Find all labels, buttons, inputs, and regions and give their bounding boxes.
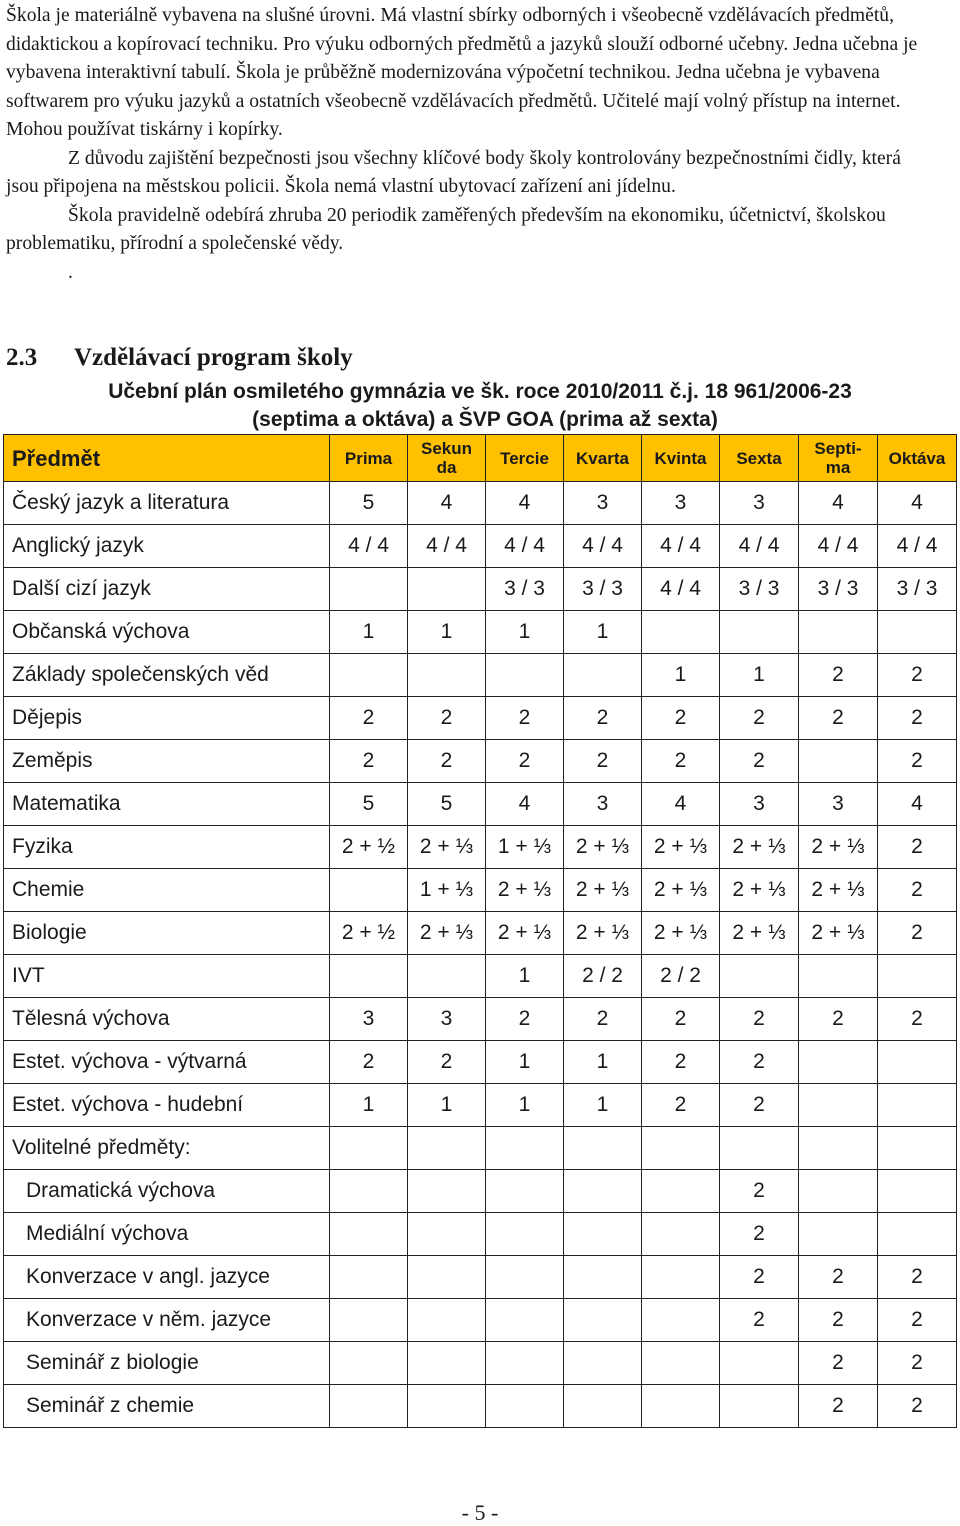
hours-cell: 3 [642, 482, 720, 525]
hours-cell [408, 568, 486, 611]
hours-cell: 2 [564, 697, 642, 740]
hours-cell: 2 + ⅓ [720, 912, 799, 955]
hours-cell [330, 1342, 408, 1385]
hours-cell: 4 / 4 [564, 525, 642, 568]
table-row [4, 826, 957, 869]
hours-cell [564, 1256, 642, 1299]
hours-cell [330, 869, 408, 912]
hours-cell: 2 [878, 654, 957, 697]
hours-cell: 2 [642, 697, 720, 740]
hours-cell [330, 1385, 408, 1428]
hours-cell: 2 [878, 1342, 957, 1385]
hours-cell [642, 1342, 720, 1385]
subject-cell: Tělesná výchova [4, 998, 330, 1041]
hours-cell: 1 [486, 611, 564, 654]
hours-cell [720, 1127, 799, 1170]
hours-cell: 1 [408, 611, 486, 654]
table-row [4, 654, 957, 697]
hours-cell: 2 [720, 1170, 799, 1213]
hours-cell [878, 611, 957, 654]
hours-cell: 1 [408, 1084, 486, 1127]
hours-cell: 2 + ⅓ [642, 826, 720, 869]
hours-cell: 4 / 4 [642, 568, 720, 611]
table-row [4, 740, 957, 783]
hours-cell: 2 + ⅓ [408, 912, 486, 955]
hours-cell: 1 + ⅓ [408, 869, 486, 912]
header-oktava: Oktáva [878, 435, 957, 482]
hours-cell [799, 955, 878, 998]
hours-cell: 2 [878, 1299, 957, 1342]
hours-cell: 1 [330, 1084, 408, 1127]
table-row [4, 783, 957, 826]
hours-cell: 4 [642, 783, 720, 826]
hours-cell [720, 1385, 799, 1428]
table-row [4, 611, 957, 654]
hours-cell: 5 [330, 482, 408, 525]
hours-cell: 2 + ⅓ [642, 912, 720, 955]
hours-cell: 2 [799, 998, 878, 1041]
table-body [4, 482, 957, 1428]
hours-cell: 2 [564, 740, 642, 783]
hours-cell: 4 / 4 [408, 525, 486, 568]
hours-cell: 4 [799, 482, 878, 525]
hours-cell [642, 611, 720, 654]
hours-cell: 2 [642, 1084, 720, 1127]
subject-cell: Estet. výchova - výtvarná [4, 1041, 330, 1084]
hours-cell: 2 / 2 [642, 955, 720, 998]
table-row [4, 1084, 957, 1127]
hours-cell [799, 1170, 878, 1213]
hours-cell: 1 [564, 611, 642, 654]
table-row [4, 1342, 957, 1385]
hours-cell: 2 [799, 1342, 878, 1385]
hours-cell: 1 [330, 611, 408, 654]
subject-cell: IVT [4, 955, 330, 998]
hours-cell: 2 + ⅓ [564, 912, 642, 955]
hours-cell: 3 [564, 783, 642, 826]
hours-cell: 2 + ⅓ [564, 826, 642, 869]
hours-cell [564, 1385, 642, 1428]
hours-cell [408, 1385, 486, 1428]
table-row [4, 998, 957, 1041]
hours-cell [486, 1299, 564, 1342]
hours-cell: 2 + ⅓ [720, 869, 799, 912]
hours-cell: 1 [564, 1084, 642, 1127]
table-row [4, 869, 957, 912]
hours-cell: 2 + ⅓ [799, 869, 878, 912]
hours-cell: 3 / 3 [878, 568, 957, 611]
hours-cell: 5 [330, 783, 408, 826]
hours-cell: 2 [330, 740, 408, 783]
hours-cell [878, 1127, 957, 1170]
hours-cell: 2 [720, 1256, 799, 1299]
hours-cell: 2 [799, 1385, 878, 1428]
hours-cell [564, 1299, 642, 1342]
hours-cell: 4 / 4 [799, 525, 878, 568]
hours-cell: 2 + ½ [330, 912, 408, 955]
header-kvarta: Kvarta [564, 435, 642, 482]
hours-cell: 4 [878, 482, 957, 525]
hours-cell: 2 + ⅓ [799, 826, 878, 869]
subject-cell: Český jazyk a literatura [4, 482, 330, 525]
hours-cell [486, 1170, 564, 1213]
hours-cell [799, 1127, 878, 1170]
hours-cell: 2 [799, 1256, 878, 1299]
hours-cell: 3 [720, 482, 799, 525]
hours-cell: 2 [878, 740, 957, 783]
header-kvinta: Kvinta [642, 435, 720, 482]
hours-cell: 3 / 3 [564, 568, 642, 611]
intro-dot: . [68, 261, 73, 283]
hours-cell: 4 [878, 783, 957, 826]
table-row [4, 1170, 957, 1213]
subject-cell: Fyzika [4, 826, 330, 869]
hours-cell [408, 1127, 486, 1170]
subject-cell: Seminář z chemie [4, 1385, 330, 1428]
hours-cell [878, 955, 957, 998]
table-row [4, 1127, 957, 1170]
table-row [4, 697, 957, 740]
subject-cell: Volitelné předměty: [4, 1127, 330, 1170]
hours-cell: 2 [408, 740, 486, 783]
hours-cell [330, 1213, 408, 1256]
hours-cell: 2 [564, 998, 642, 1041]
hours-cell: 2 [642, 1041, 720, 1084]
hours-cell [486, 1213, 564, 1256]
intro-text [6, 2, 936, 287]
hours-cell: 2 [878, 998, 957, 1041]
subject-cell: Občanská výchova [4, 611, 330, 654]
subject-cell: Estet. výchova - hudební [4, 1084, 330, 1127]
hours-cell: 2 [720, 697, 799, 740]
hours-cell: 3 [564, 482, 642, 525]
hours-cell: 3 [799, 783, 878, 826]
hours-cell [799, 1213, 878, 1256]
hours-cell: 2 + ½ [330, 826, 408, 869]
hours-cell [408, 1170, 486, 1213]
header-prima: Prima [330, 435, 408, 482]
intro-paragraph-periodicals: Škola pravidelně odebírá zhruba 20 periodik zaměřených především na ekonomiku, účetnictví, školskou problematiku, přírodní a společenské vědy. [6, 204, 886, 254]
curriculum-table [3, 434, 957, 1428]
hours-cell [330, 955, 408, 998]
hours-cell: 2 + ⅓ [486, 869, 564, 912]
hours-cell [330, 1299, 408, 1342]
hours-cell: 3 [330, 998, 408, 1041]
hours-cell: 3 / 3 [486, 568, 564, 611]
hours-cell [486, 654, 564, 697]
subject-cell: Biologie [4, 912, 330, 955]
hours-cell: 1 [486, 1084, 564, 1127]
hours-cell: 4 / 4 [878, 525, 957, 568]
hours-cell [564, 1213, 642, 1256]
hours-cell [330, 1127, 408, 1170]
header-sekunda: Sekun da [408, 435, 486, 482]
table-row [4, 482, 957, 525]
hours-cell: 2 [878, 826, 957, 869]
hours-cell: 4 [408, 482, 486, 525]
hours-cell: 2 [408, 1041, 486, 1084]
hours-cell [642, 1299, 720, 1342]
subject-cell: Konverzace v něm. jazyce [4, 1299, 330, 1342]
hours-cell: 1 + ⅓ [486, 826, 564, 869]
hours-cell [408, 1342, 486, 1385]
hours-cell: 4 [486, 783, 564, 826]
hours-cell: 1 [642, 654, 720, 697]
hours-cell [408, 1256, 486, 1299]
header-sexta: Sexta [720, 435, 799, 482]
hours-cell [408, 654, 486, 697]
table-row [4, 1213, 957, 1256]
plan-title-line2: (septima a oktáva) a ŠVP GOA (prima až sexta) [252, 408, 718, 431]
hours-cell: 2 + ⅓ [720, 826, 799, 869]
subject-cell: Dějepis [4, 697, 330, 740]
hours-cell: 4 / 4 [330, 525, 408, 568]
hours-cell: 1 [486, 1041, 564, 1084]
hours-cell: 2 [799, 697, 878, 740]
table-row [4, 568, 957, 611]
hours-cell [330, 1256, 408, 1299]
hours-cell: 2 [878, 1385, 957, 1428]
subject-cell: Základy společenských věd [4, 654, 330, 697]
hours-cell: 2 + ⅓ [642, 869, 720, 912]
hours-cell [799, 740, 878, 783]
hours-cell: 2 [720, 1299, 799, 1342]
subject-cell: Další cizí jazyk [4, 568, 330, 611]
hours-cell [408, 1213, 486, 1256]
hours-cell [642, 1213, 720, 1256]
subject-cell: Dramatická výchova [4, 1170, 330, 1213]
hours-cell [799, 611, 878, 654]
hours-cell: 2 [720, 740, 799, 783]
hours-cell: 2 [720, 998, 799, 1041]
hours-cell: 1 [564, 1041, 642, 1084]
hours-cell [486, 1127, 564, 1170]
hours-cell: 3 [720, 783, 799, 826]
hours-cell: 4 / 4 [486, 525, 564, 568]
hours-cell: 3 / 3 [720, 568, 799, 611]
hours-cell [486, 1256, 564, 1299]
subject-cell: Matematika [4, 783, 330, 826]
hours-cell [720, 611, 799, 654]
hours-cell [642, 1170, 720, 1213]
table-row [4, 912, 957, 955]
table-row [4, 1256, 957, 1299]
hours-cell [564, 1342, 642, 1385]
hours-cell: 2 + ⅓ [486, 912, 564, 955]
hours-cell: 2 [799, 654, 878, 697]
hours-cell [330, 654, 408, 697]
hours-cell [564, 1170, 642, 1213]
hours-cell: 1 [720, 654, 799, 697]
hours-cell: 2 [720, 1084, 799, 1127]
hours-cell [642, 1127, 720, 1170]
table-row [4, 1041, 957, 1084]
header-tercie: Tercie [486, 435, 564, 482]
hours-cell: 2 [486, 697, 564, 740]
hours-cell [642, 1385, 720, 1428]
hours-cell: 2 [642, 998, 720, 1041]
hours-cell [486, 1342, 564, 1385]
hours-cell [878, 1170, 957, 1213]
table-row [4, 525, 957, 568]
section-number: 2.3 [6, 344, 38, 371]
hours-cell: 2 + ⅓ [408, 826, 486, 869]
subject-cell: Chemie [4, 869, 330, 912]
hours-cell [486, 1385, 564, 1428]
hours-cell: 5 [408, 783, 486, 826]
intro-paragraph-equipment: Škola je materiálně vybavena na slušné úrovni. Má vlastní sbírky odborných i všeobecně vzdělávacích předmětů, didaktickou a kopírovací techniku. Pro výuku odborných předmětů a jazyků slouží odborné učebny. Jedna učebna je vybavena interaktivní tabulí. Škola je průběžně modernizována výpočetní technikou. Jedna učebna je vybavena softwarem pro výuku jazyků a ostatních všeobecně vzdělávacích předmětů. Učitelé mají volný přístup na internet. Mohou používat tiskárny i kopírky. [6, 5, 918, 140]
hours-cell: 2 [720, 1213, 799, 1256]
table-row [4, 955, 957, 998]
hours-cell [878, 1041, 957, 1084]
hours-cell: 2 [878, 869, 957, 912]
hours-cell: 2 + ⅓ [564, 869, 642, 912]
hours-cell: 2 [878, 1256, 957, 1299]
hours-cell: 2 [330, 697, 408, 740]
hours-cell: 2 [878, 912, 957, 955]
hours-cell: 2 [799, 1299, 878, 1342]
subject-cell: Seminář z biologie [4, 1342, 330, 1385]
hours-cell [408, 1299, 486, 1342]
header-subject: Předmět [4, 435, 330, 482]
plan-title-line1: Učební plán osmiletého gymnázia ve šk. roce 2010/2011 č.j. 18 961/2006-23 [108, 380, 852, 403]
page-number: - 5 - [461, 1500, 499, 1525]
hours-cell: 3 / 3 [799, 568, 878, 611]
hours-cell: 3 [408, 998, 486, 1041]
hours-cell [720, 1342, 799, 1385]
hours-cell: 2 + ⅓ [799, 912, 878, 955]
hours-cell: 2 [330, 1041, 408, 1084]
hours-cell [799, 1084, 878, 1127]
hours-cell: 4 / 4 [720, 525, 799, 568]
hours-cell: 2 [486, 740, 564, 783]
table-row [4, 1385, 957, 1428]
hours-cell [564, 1127, 642, 1170]
hours-cell: 2 / 2 [564, 955, 642, 998]
hours-cell [878, 1084, 957, 1127]
hours-cell [720, 955, 799, 998]
hours-cell [878, 1213, 957, 1256]
hours-cell: 2 [486, 998, 564, 1041]
header-septima: Septi- ma [799, 435, 878, 482]
subject-cell: Anglický jazyk [4, 525, 330, 568]
hours-cell [330, 568, 408, 611]
hours-cell [642, 1256, 720, 1299]
hours-cell: 4 / 4 [642, 525, 720, 568]
hours-cell [408, 955, 486, 998]
hours-cell [330, 1170, 408, 1213]
section-heading [6, 344, 353, 372]
hours-cell [564, 654, 642, 697]
subject-cell: Konverzace v angl. jazyce [4, 1256, 330, 1299]
hours-cell: 4 [486, 482, 564, 525]
intro-paragraph-security: Z důvodu zajištění bezpečnosti jsou všechny klíčové body školy kontrolovány bezpečnostními čidly, která jsou připojena na městskou policii. Škola nemá vlastní ubytovací zařízení ani jídelnu. [6, 147, 901, 197]
hours-cell: 2 [642, 740, 720, 783]
subject-cell: Zeměpis [4, 740, 330, 783]
hours-cell: 2 [720, 1041, 799, 1084]
section-title: Vzdělávací program školy [74, 344, 353, 371]
hours-cell [799, 1041, 878, 1084]
subject-cell: Mediální výchova [4, 1213, 330, 1256]
hours-cell: 2 [408, 697, 486, 740]
table-header-row [4, 435, 957, 482]
hours-cell: 1 [486, 955, 564, 998]
table-row [4, 1299, 957, 1342]
hours-cell: 2 [878, 697, 957, 740]
